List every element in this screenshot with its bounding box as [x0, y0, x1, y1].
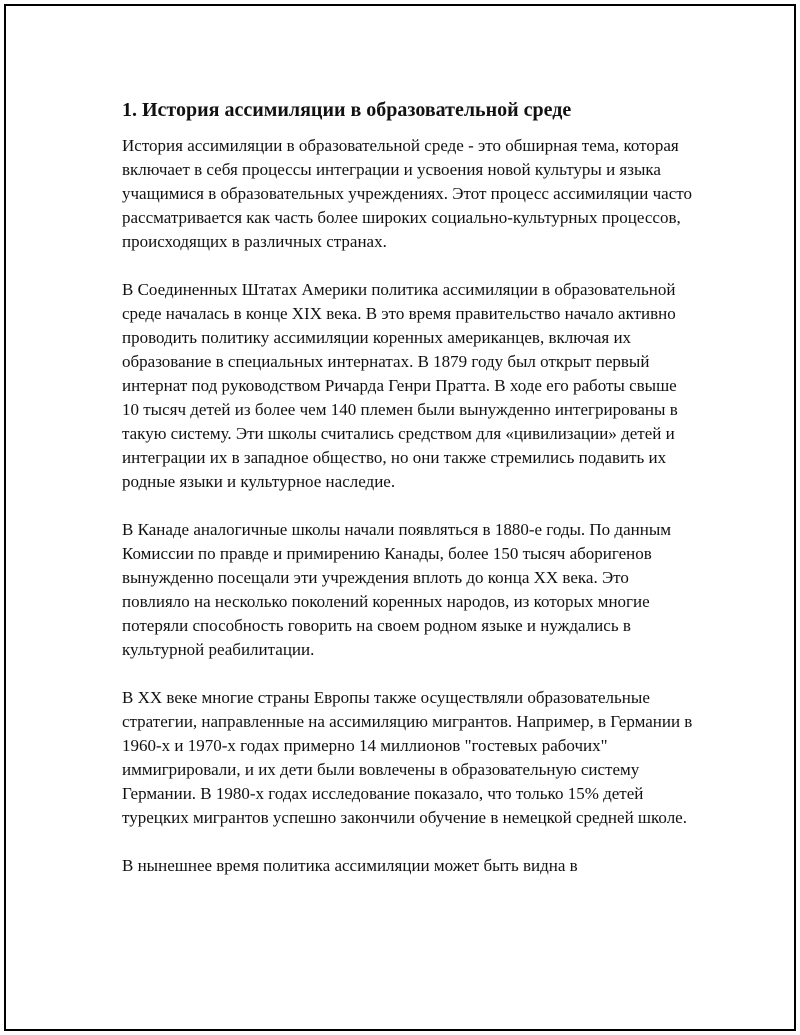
paragraph-europe: В XX веке многие страны Европы также осуществляли образовательные стратегии, направленные на ассимиляцию мигрантов. Например, в Германии в 1960-х и 1970-х годах примерно 14 миллионов "гостевых рабочих" иммигрировали, и их дети были вовлечены в образовательную систему Германии. В 1980-х годах исследование показало, что только 15% детей турецких мигрантов успешно закончили обучение в немецкой средней школе.	[122, 688, 693, 827]
document-page	[4, 4, 796, 1031]
paragraph-canada: В Канаде аналогичные школы начали появляться в 1880-е годы. По данным Комиссии по правде и примирению Канады, более 150 тысяч аборигенов вынужденно посещали эти учреждения вплоть до конца XX века. Это повлияло на несколько поколений коренных народов, из которых многие потеряли способность говорить на своем родном языке и нуждались в культурной реабилитации.	[122, 520, 672, 659]
paragraph-present: В нынешнее время политика ассимиляции может быть видна в	[122, 856, 578, 875]
section-heading: 1. История ассимиляции в образовательной среде	[122, 99, 572, 121]
document-body	[122, 96, 694, 902]
paragraph-usa: В Соединенных Штатах Америки политика ассимиляции в образовательной среде началась в конце XIX века. В это время правительство начало активно проводить политику ассимиляции коренных американцев, включая их образование в специальных интернатах. В 1879 году был открыт первый интернат под руководством Ричарда Генри Пратта. В ходе его работы свыше 10 тысяч детей из более чем 140 племен были вынужденно интегрированы в такую систему. Эти школы считались средством для «цивилизации» детей и интеграции их в западное общество, но они также стремились подавить их родные языки и культурное наследие.	[122, 280, 678, 491]
paragraph-intro: История ассимиляции в образовательной среде - это обширная тема, которая включает в себя процессы интеграции и усвоения новой культуры и языка учащимися в образовательных учреждениях. Этот процесс ассимиляции часто рассматривается как часть более широких социально-культурных процессов, происходящих в различных странах.	[122, 136, 692, 251]
